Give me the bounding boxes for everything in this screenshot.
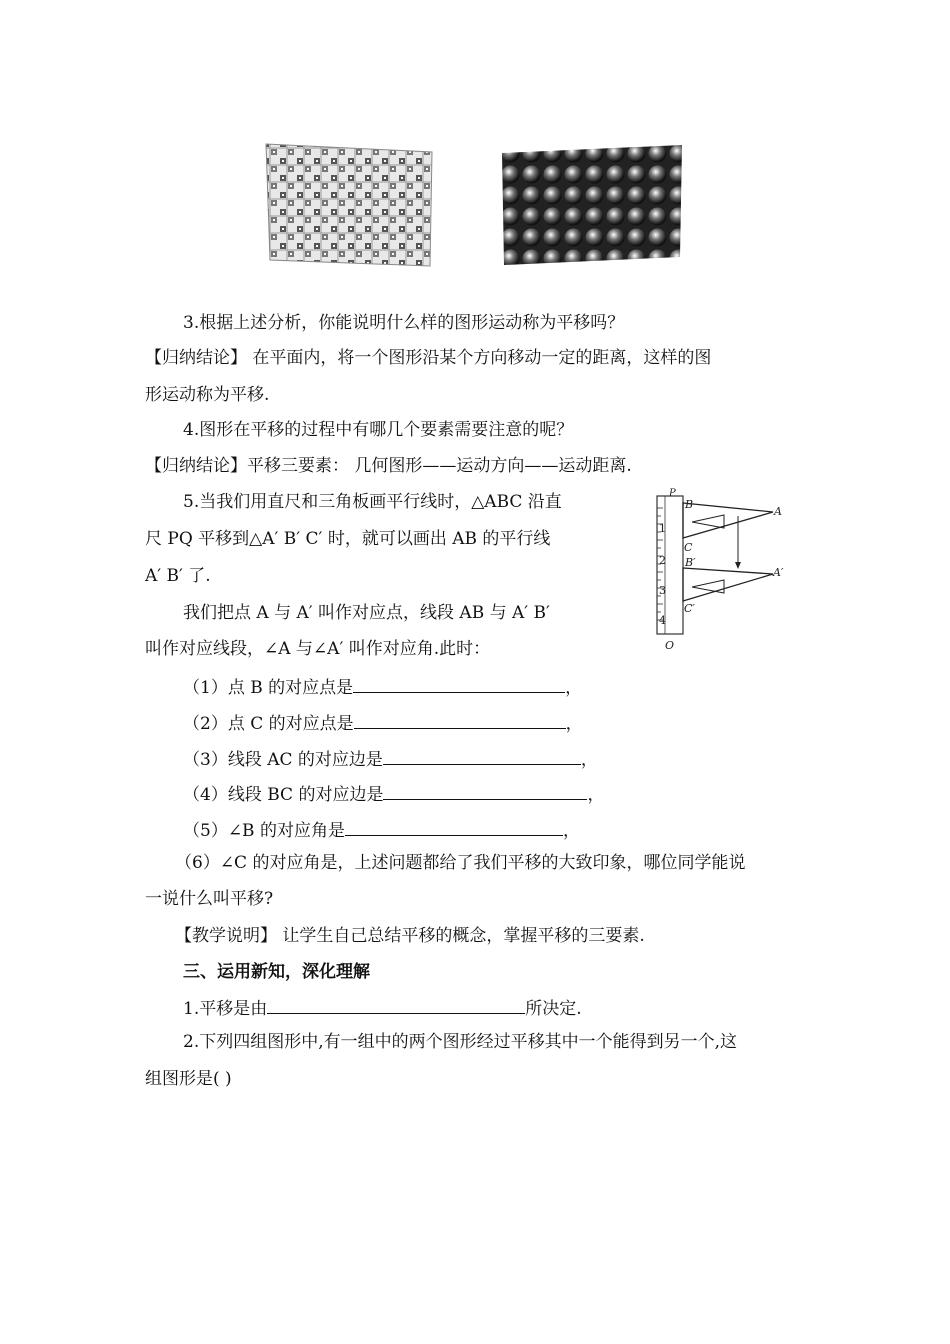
fill-item-5-text: （5）∠B 的对应角是 <box>183 821 345 841</box>
answer-blank[interactable] <box>383 782 587 800</box>
item-6-line-2: 一说什么叫平移? <box>145 889 274 909</box>
fill-item-2 <box>183 711 583 735</box>
summary-1-line-2: 形运动称为平移. <box>145 385 270 405</box>
question-4: 4.图形在平移的过程中有哪几个要素需要注意的呢？ <box>183 420 574 440</box>
answer-blank[interactable] <box>353 675 565 693</box>
fill-item-4-text: （4）线段 BC 的对应边是 <box>183 785 384 805</box>
fill-item-2-suffix: ， <box>565 714 583 734</box>
answer-blank[interactable] <box>354 711 566 729</box>
ruler-tick-1: 1 <box>659 522 666 535</box>
label-c-prime: C′ <box>684 602 695 615</box>
fill-item-3 <box>183 747 598 771</box>
fill-item-4-suffix: ， <box>587 785 605 805</box>
ruler-tick-4: 4 <box>659 614 666 627</box>
label-a: A <box>774 505 782 518</box>
fill-item-3-text: （3）线段 AC 的对应边是 <box>183 750 383 770</box>
correspondence-line-1: 我们把点 A 与 A′ 叫作对应点，线段 AB 与 A′ B′ <box>183 603 550 623</box>
label-a-prime: A′ <box>773 566 784 579</box>
item-6-line-1: （6）∠C 的对应角是，上述问题都给了我们平移的大致印象，哪位同学能说 <box>175 853 746 873</box>
label-p: P <box>669 488 676 499</box>
answer-blank[interactable] <box>383 747 581 765</box>
exercise-2-line-1: 2.下列四组图形中,有一组中的两个图形经过平移其中一个能得到另一个,这 <box>183 1032 738 1052</box>
exercise-2-line-2: 组图形是( ) <box>145 1069 232 1089</box>
label-c: C <box>684 541 693 554</box>
label-b: B <box>685 498 694 511</box>
ruler-tick-3: 3 <box>659 584 666 597</box>
label-b-prime: B′ <box>685 556 696 569</box>
fill-item-2-text: （2）点 C 的对应点是 <box>183 714 354 734</box>
fill-item-1-suffix: ， <box>565 678 583 698</box>
fill-item-1-text: （1）点 B 的对应点是 <box>183 678 354 698</box>
summary-2: 【归纳结论】平移三要素： 几何图形——运动方向——运动距离. <box>145 456 632 476</box>
summary-1-line-1: 【归纳结论】 在平面内，将一个图形沿某个方向移动一定的距离，这样的图 <box>145 348 712 368</box>
triangle-a2b2c2 <box>683 568 773 601</box>
ruler-triangle-figure <box>652 488 792 658</box>
pattern-image-dark <box>500 143 686 269</box>
fill-item-1 <box>183 675 582 699</box>
question-5-line-1: 5.当我们用直尺和三角板画平行线时，△ABC 沿直 <box>183 492 562 512</box>
section-heading: 三、运用新知，深化理解 <box>183 962 370 982</box>
pattern-image-light <box>262 140 434 270</box>
fill-item-5-suffix: ， <box>562 821 580 841</box>
triangle-abc <box>683 503 773 538</box>
exercise-1 <box>183 996 582 1020</box>
fill-item-4 <box>183 782 604 806</box>
fill-item-3-suffix: ， <box>580 750 598 770</box>
exercise-1-suffix: 所决定. <box>525 999 582 1019</box>
exercise-1-text: 1.平移是由 <box>183 999 268 1019</box>
label-o: O <box>665 639 675 652</box>
answer-blank[interactable] <box>345 818 563 836</box>
answer-blank[interactable] <box>267 996 525 1014</box>
question-5-line-2: 尺 PQ 平移到△A′ B′ C′ 时，就可以画出 AB 的平行线 <box>145 529 551 549</box>
question-5-line-3: A′ B′ 了. <box>145 566 211 586</box>
ruler-tick-2: 2 <box>659 554 666 567</box>
correspondence-line-2: 叫作对应线段，∠A 与∠A′ 叫作对应角.此时： <box>145 639 491 659</box>
question-3: 3.根据上述分析，你能说明什么样的图形运动称为平移吗？ <box>183 313 625 333</box>
teaching-note: 【教学说明】 让学生自己总结平移的概念，掌握平移的三要素. <box>175 926 645 946</box>
fill-item-5 <box>183 818 580 842</box>
